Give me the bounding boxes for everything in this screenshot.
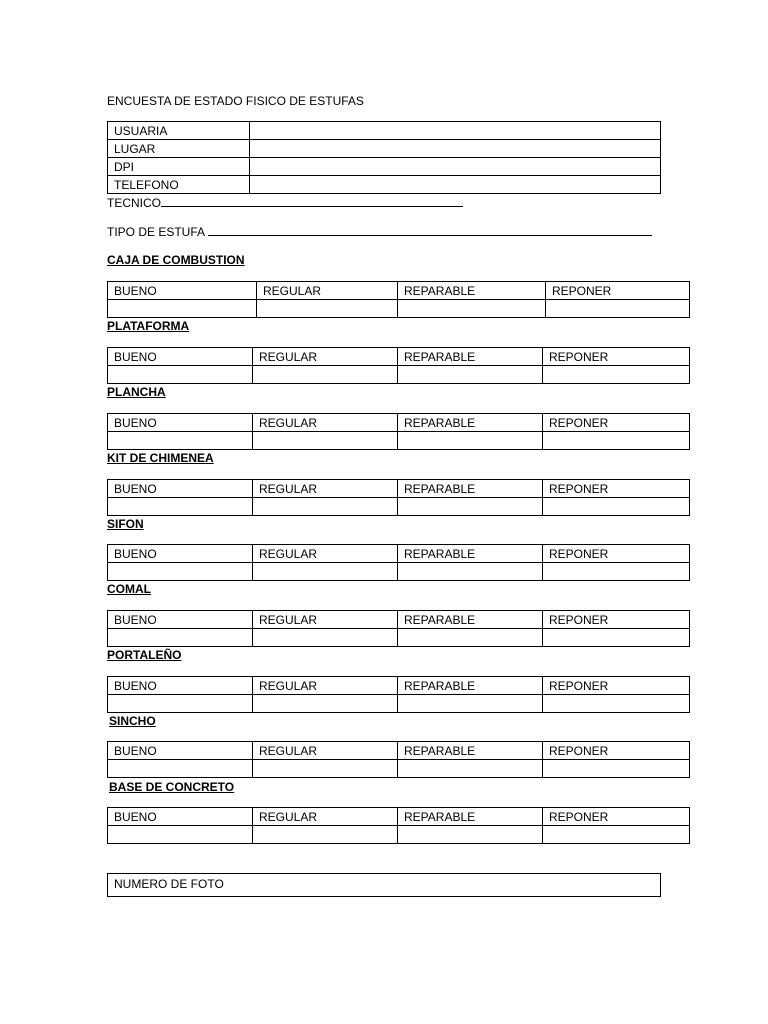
rating-option-label: BUENO (108, 742, 253, 760)
rating-option-checkbox[interactable] (253, 366, 398, 384)
rating-option-label: REPONER (546, 282, 690, 300)
rating-option-label: REPONER (543, 545, 690, 563)
rating-option-label: REGULAR (253, 677, 398, 695)
rating-option-checkbox[interactable] (543, 498, 690, 516)
rating-table (107, 610, 690, 647)
tecnico-blank-line[interactable] (161, 195, 463, 207)
rating-option-label: REPONER (543, 414, 690, 432)
table-row (108, 432, 690, 450)
tecnico-label: TECNICO (107, 196, 161, 210)
tecnico-field (107, 195, 463, 210)
rating-option-checkbox[interactable] (398, 760, 543, 778)
rating-option-checkbox[interactable] (543, 432, 690, 450)
rating-option-checkbox[interactable] (546, 300, 690, 318)
table-row (108, 545, 690, 563)
rating-option-checkbox[interactable] (398, 826, 543, 844)
table-row (108, 611, 690, 629)
info-value-dpi[interactable] (250, 158, 661, 176)
info-value-lugar[interactable] (250, 140, 661, 158)
rating-option-label: REPONER (543, 742, 690, 760)
rating-option-checkbox[interactable] (108, 563, 253, 581)
numero-de-foto-box[interactable] (107, 873, 661, 897)
rating-option-label: REGULAR (253, 414, 398, 432)
tipo-estufa-field (107, 224, 652, 239)
rating-option-label: REGULAR (253, 808, 398, 826)
table-row (108, 176, 661, 194)
rating-option-label: REPONER (543, 611, 690, 629)
rating-option-label: REPARABLE (398, 414, 543, 432)
rating-option-label: BUENO (108, 480, 253, 498)
rating-option-checkbox[interactable] (398, 498, 543, 516)
rating-table (107, 281, 690, 318)
rating-option-label: BUENO (108, 545, 253, 563)
table-row (108, 563, 690, 581)
rating-table (107, 807, 690, 844)
info-label-usuaria: USUARIA (108, 122, 250, 140)
table-row (108, 808, 690, 826)
rating-option-checkbox[interactable] (398, 366, 543, 384)
rating-table (107, 741, 690, 778)
form-title: ENCUESTA DE ESTADO FISICO DE ESTUFAS (107, 94, 364, 108)
table-row (108, 742, 690, 760)
info-label-lugar: LUGAR (108, 140, 250, 158)
info-label-dpi: DPI (108, 158, 250, 176)
info-label-telefono: TELEFONO (108, 176, 250, 194)
tipo-estufa-blank-line[interactable] (208, 224, 652, 236)
table-row (108, 414, 690, 432)
section-heading: SIFON (107, 517, 144, 531)
rating-option-label: REPARABLE (398, 545, 543, 563)
table-row (108, 677, 690, 695)
rating-option-checkbox[interactable] (398, 300, 546, 318)
rating-option-label: REGULAR (253, 611, 398, 629)
info-value-telefono[interactable] (250, 176, 661, 194)
table-row (108, 282, 690, 300)
rating-option-label: REGULAR (253, 742, 398, 760)
rating-option-checkbox[interactable] (108, 366, 253, 384)
rating-option-checkbox[interactable] (398, 563, 543, 581)
rating-option-label: REPARABLE (398, 808, 543, 826)
rating-option-checkbox[interactable] (543, 563, 690, 581)
rating-option-checkbox[interactable] (108, 629, 253, 647)
rating-option-checkbox[interactable] (253, 629, 398, 647)
rating-option-label: REPONER (543, 480, 690, 498)
table-row (108, 629, 690, 647)
rating-option-checkbox[interactable] (543, 366, 690, 384)
section-heading: SINCHO (109, 714, 156, 728)
table-row (108, 140, 661, 158)
table-row (108, 348, 690, 366)
rating-option-checkbox[interactable] (108, 300, 257, 318)
rating-option-label: REPARABLE (398, 742, 543, 760)
section-heading: BASE DE CONCRETO (109, 780, 235, 794)
section-heading: PLATAFORMA (107, 319, 190, 333)
rating-option-label: REGULAR (257, 282, 398, 300)
rating-option-checkbox[interactable] (398, 432, 543, 450)
tipo-estufa-label: TIPO DE ESTUFA (107, 225, 206, 239)
rating-option-label: BUENO (108, 282, 257, 300)
table-row (108, 366, 690, 384)
rating-option-label: BUENO (108, 414, 253, 432)
table-row (108, 480, 690, 498)
table-row (108, 498, 690, 516)
rating-option-checkbox[interactable] (543, 826, 690, 844)
rating-option-checkbox[interactable] (543, 760, 690, 778)
numero-de-foto-label: NUMERO DE FOTO (114, 877, 224, 891)
table-row (108, 695, 690, 713)
rating-option-label: REPARABLE (398, 480, 543, 498)
rating-option-label: REGULAR (253, 545, 398, 563)
rating-option-label: REPARABLE (398, 348, 543, 366)
rating-table (107, 347, 690, 384)
section-heading: KIT DE CHIMENEA (107, 451, 214, 465)
rating-option-label: REGULAR (253, 348, 398, 366)
rating-option-label: REPARABLE (398, 282, 546, 300)
rating-option-label: REPONER (543, 677, 690, 695)
info-value-usuaria[interactable] (250, 122, 661, 140)
rating-option-label: REPONER (543, 348, 690, 366)
rating-table (107, 676, 690, 713)
rating-option-checkbox[interactable] (253, 432, 398, 450)
rating-option-checkbox[interactable] (108, 695, 253, 713)
rating-option-checkbox[interactable] (543, 695, 690, 713)
rating-option-checkbox[interactable] (257, 300, 398, 318)
rating-option-checkbox[interactable] (108, 760, 253, 778)
rating-option-checkbox[interactable] (543, 629, 690, 647)
table-row (108, 760, 690, 778)
rating-option-label: BUENO (108, 611, 253, 629)
rating-option-checkbox[interactable] (398, 695, 543, 713)
rating-option-label: REGULAR (253, 480, 398, 498)
rating-option-checkbox[interactable] (253, 760, 398, 778)
table-row (108, 122, 661, 140)
rating-option-label: BUENO (108, 677, 253, 695)
rating-option-checkbox[interactable] (108, 498, 253, 516)
rating-option-checkbox[interactable] (108, 826, 253, 844)
info-table (107, 121, 661, 194)
rating-option-checkbox[interactable] (253, 695, 398, 713)
table-row (108, 158, 661, 176)
rating-table (107, 479, 690, 516)
table-row (108, 826, 690, 844)
rating-option-checkbox[interactable] (253, 498, 398, 516)
rating-option-label: BUENO (108, 808, 253, 826)
table-row (108, 300, 690, 318)
section-heading: CAJA DE COMBUSTION (107, 253, 245, 267)
section-heading: PORTALEÑO (107, 648, 182, 662)
rating-option-checkbox[interactable] (253, 563, 398, 581)
rating-table (107, 413, 690, 450)
rating-option-checkbox[interactable] (108, 432, 253, 450)
rating-option-label: REPARABLE (398, 677, 543, 695)
rating-option-checkbox[interactable] (398, 629, 543, 647)
rating-option-label: BUENO (108, 348, 253, 366)
rating-option-label: REPARABLE (398, 611, 543, 629)
rating-option-label: REPONER (543, 808, 690, 826)
section-heading: PLANCHA (107, 385, 166, 399)
rating-table (107, 544, 690, 581)
section-heading: COMAL (107, 582, 151, 596)
rating-option-checkbox[interactable] (253, 826, 398, 844)
